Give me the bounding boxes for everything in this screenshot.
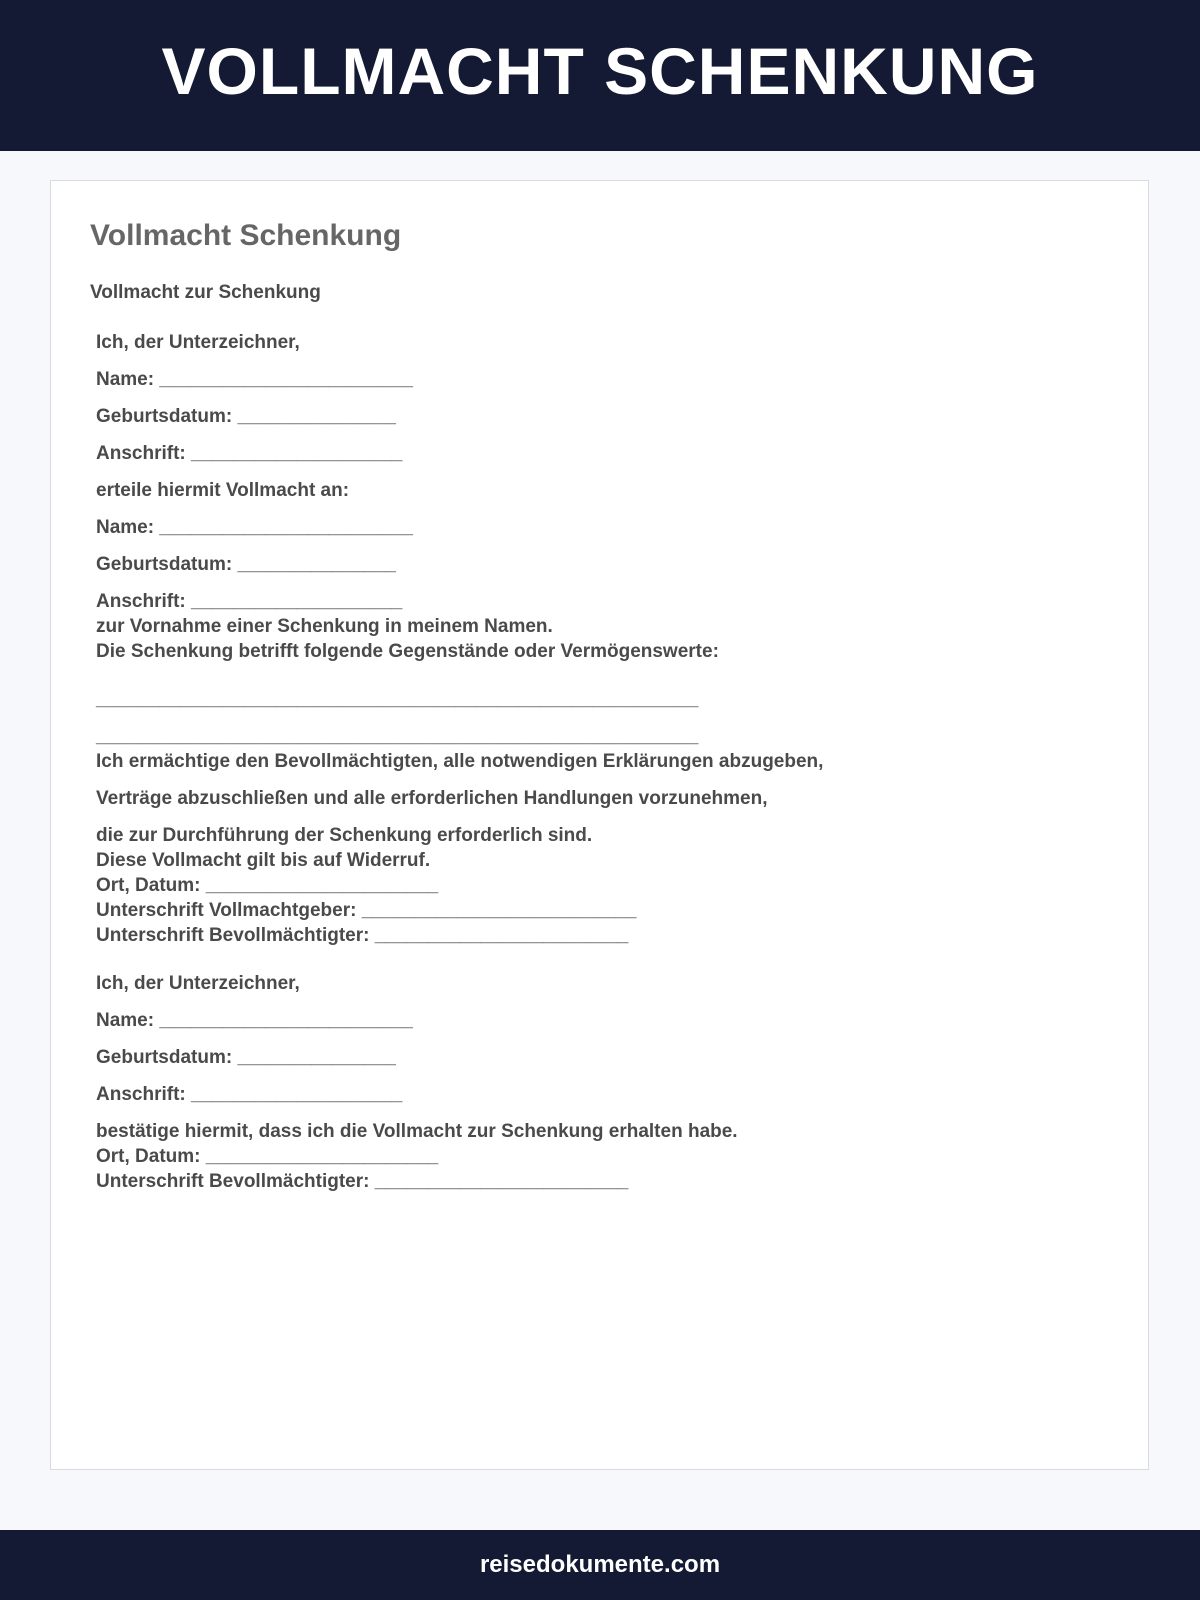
text-line: Ich, der Unterzeichner, <box>96 332 300 353</box>
name-field-line: Name: ________________________ <box>96 369 413 390</box>
birthdate-field-line: Geburtsdatum: _______________ <box>96 554 396 575</box>
blank-field-line: _________________________________________________________ <box>96 726 699 747</box>
page-footer <box>0 1530 1200 1600</box>
text-line: erteile hiermit Vollmacht an: <box>96 480 350 501</box>
address-field-line: Anschrift: ____________________ <box>96 443 403 464</box>
name-field-line: Name: ________________________ <box>96 1010 413 1031</box>
text-line: zur Vornahme einer Schenkung in meinem Namen. <box>96 616 553 637</box>
text-line: Diese Vollmacht gilt bis auf Widerruf. <box>96 850 431 871</box>
place-date-field-line: Ort, Datum: ______________________ <box>96 1146 439 1167</box>
signature-agent-line: Unterschrift Bevollmächtigter: ________________________ <box>96 925 629 946</box>
signature-agent-line: Unterschrift Bevollmächtigter: ________________________ <box>96 1171 629 1192</box>
document-body <box>96 330 1096 1194</box>
blank-field-line: _________________________________________________________ <box>96 689 699 710</box>
text-line: bestätige hiermit, dass ich die Vollmacht zur Schenkung erhalten habe. <box>96 1121 738 1142</box>
text-line: die zur Durchführung der Schenkung erforderlich sind. <box>96 825 593 846</box>
place-date-field-line: Ort, Datum: ______________________ <box>96 875 439 896</box>
footer-site-name: reisedokumente.com <box>479 1551 721 1578</box>
name-field-line: Name: ________________________ <box>96 517 413 538</box>
page-title: VOLLMACHT SCHENKUNG <box>161 33 1039 108</box>
page-header <box>0 0 1200 151</box>
text-line: Verträge abzuschließen und alle erforderlichen Handlungen vorzunehmen, <box>96 788 768 809</box>
text-line: Ich ermächtige den Bevollmächtigten, alle notwendigen Erklärungen abzugeben, <box>96 751 824 772</box>
birthdate-field-line: Geburtsdatum: _______________ <box>96 406 396 427</box>
address-field-line: Anschrift: ____________________ <box>96 591 403 612</box>
signature-grantor-line: Unterschrift Vollmachtgeber: __________________________ <box>96 900 637 921</box>
address-field-line: Anschrift: ____________________ <box>96 1084 403 1105</box>
text-line: Ich, der Unterzeichner, <box>96 973 300 994</box>
document-subheading: Vollmacht zur Schenkung <box>90 282 321 303</box>
document-card <box>50 180 1149 1470</box>
document-heading: Vollmacht Schenkung <box>90 219 402 252</box>
text-line: Die Schenkung betrifft folgende Gegenstände oder Vermögenswerte: <box>96 641 719 662</box>
birthdate-field-line: Geburtsdatum: _______________ <box>96 1047 396 1068</box>
